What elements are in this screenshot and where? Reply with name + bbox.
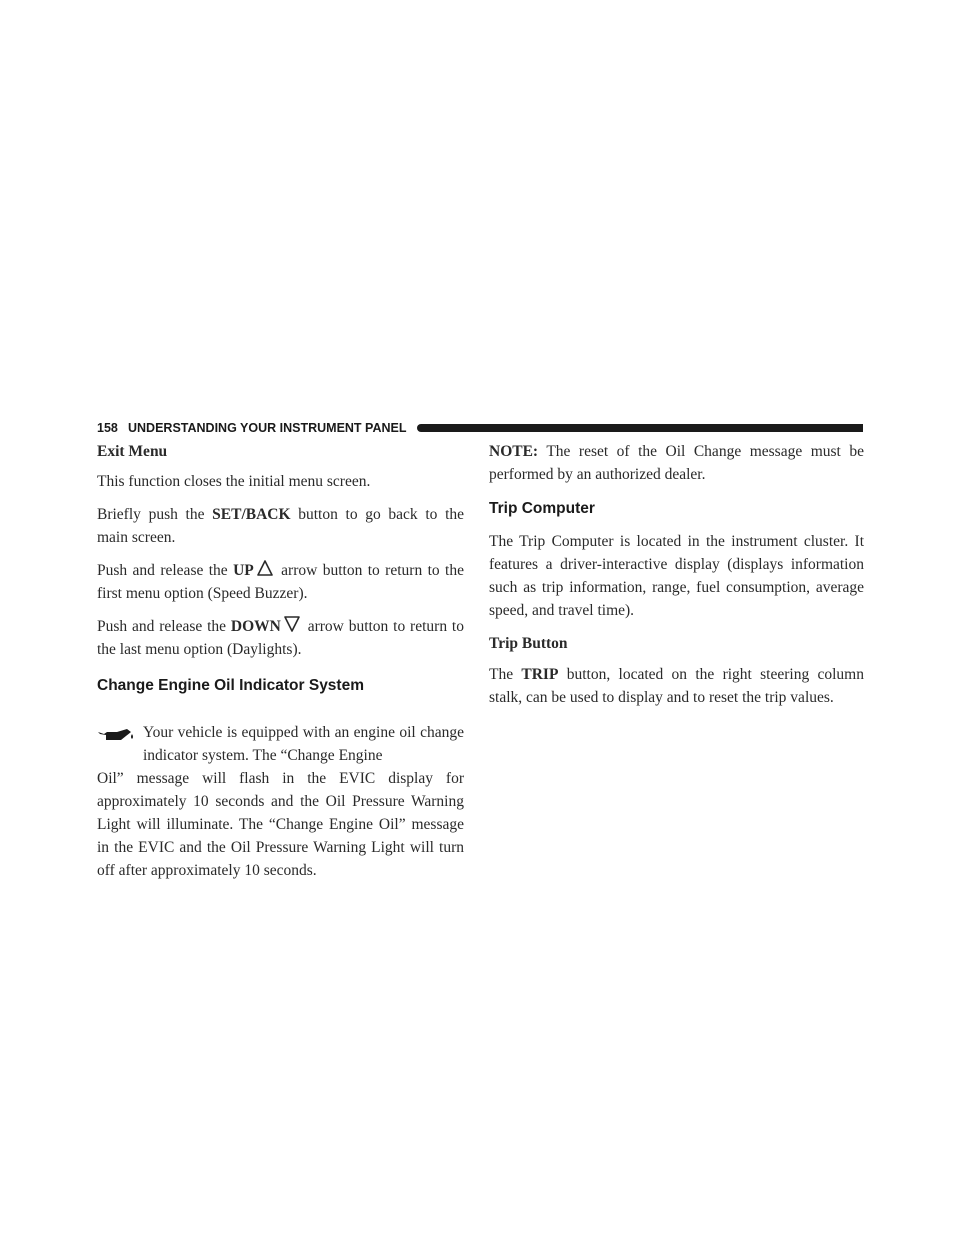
trip-computer-text: The Trip Computer is located in the instrument cluster. It features a driver-interactive display (displays information such as trip information, range, fuel consumption, average speed, and travel time). xyxy=(489,533,864,619)
down-triangle-icon xyxy=(283,615,301,633)
trip-button-label: TRIP xyxy=(521,666,559,683)
down-pre-text: Push and release the xyxy=(97,618,231,635)
oil-can-icon xyxy=(97,729,135,743)
oil-indicator-block xyxy=(97,721,464,882)
right-column xyxy=(489,440,864,709)
setback-button-label: SET/BACK xyxy=(212,506,291,523)
note-text: The reset of the Oil Change message must be performed by an authorized dealer. xyxy=(489,443,864,483)
down-button-label: DOWN xyxy=(230,618,281,635)
oil-text-rest: Oil” message will flash in the EVIC display for approximately 10 seconds and the Oil Pressure Warning Light will illuminate. The “Change Engine Oil” message in the EVIC and the Oil Pressure Warning Light will turn off after approximately 10 seconds. xyxy=(97,770,464,879)
exit-menu-heading: Exit Menu xyxy=(97,443,168,460)
up-button-label: UP xyxy=(233,562,254,579)
down-post-text: arrow button to return to the last menu option (Daylights). xyxy=(97,618,464,658)
up-triangle-icon xyxy=(256,559,274,577)
up-post-text: arrow button to return to the first menu option (Speed Buzzer). xyxy=(97,562,464,602)
header-rule xyxy=(417,424,863,432)
oil-indicator-heading: Change Engine Oil Indicator System xyxy=(97,677,364,694)
oil-text-first: Your vehicle is equipped with an engine oil change indicator system. The “Change Engine xyxy=(143,724,464,764)
setback-pre-text: Briefly push the xyxy=(97,506,213,523)
trip-computer-heading: Trip Computer xyxy=(489,500,595,517)
page-header xyxy=(97,419,863,437)
setback-paragraph xyxy=(97,503,464,549)
setback-post-text: button to go back to the main screen. xyxy=(97,506,465,546)
note-paragraph xyxy=(489,440,864,486)
exit-menu-description: This function closes the initial menu screen. xyxy=(97,473,371,490)
note-label: NOTE: xyxy=(489,443,539,460)
down-paragraph xyxy=(97,615,464,661)
trip-button-heading: Trip Button xyxy=(489,635,568,652)
left-column xyxy=(97,440,464,882)
page-number: 158 xyxy=(97,421,118,435)
up-paragraph xyxy=(97,559,464,605)
section-title: UNDERSTANDING YOUR INSTRUMENT PANEL xyxy=(128,421,407,435)
oil-indicator-text xyxy=(97,721,464,882)
trip-pre-text: The xyxy=(489,666,522,683)
up-pre-text: Push and release the xyxy=(97,562,234,579)
trip-post-text: button, located on the right steering column stalk, can be used to display and to reset the trip values. xyxy=(489,666,864,706)
trip-button-paragraph xyxy=(489,663,864,709)
